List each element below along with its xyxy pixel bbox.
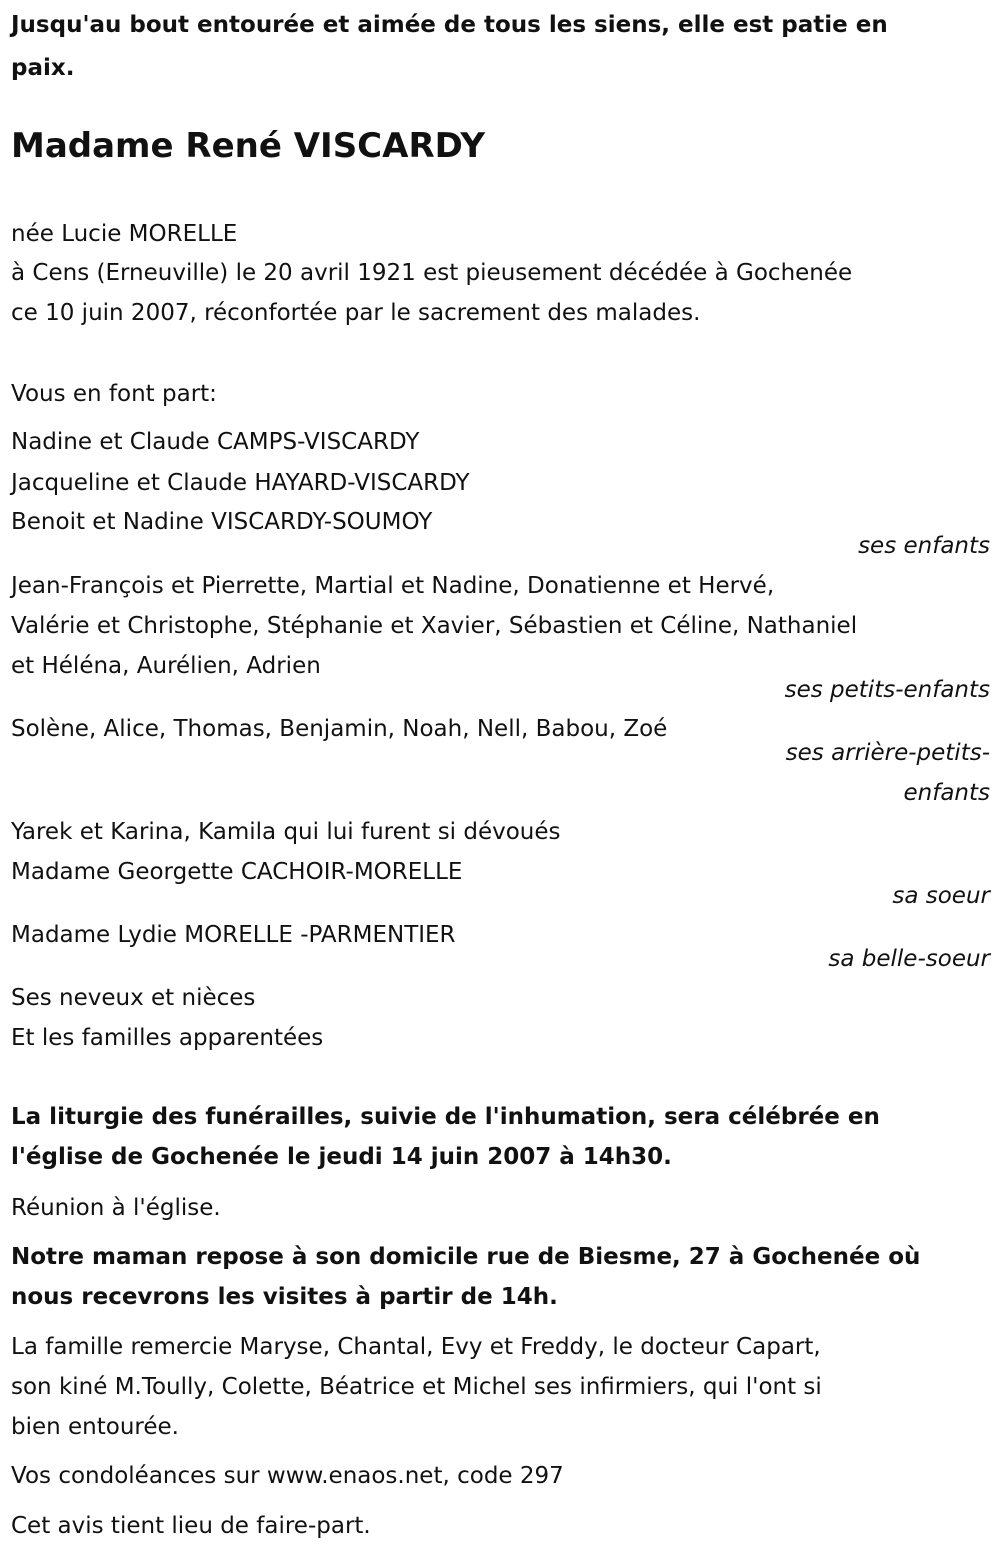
great-grandchildren-label-2: enfants bbox=[903, 780, 990, 806]
grandchildren-label: ses petits-enfants bbox=[784, 677, 990, 703]
deceased-name: Madame René VISCARDY bbox=[11, 126, 485, 166]
child: Jacqueline et Claude HAYARD-VISCARDY bbox=[11, 470, 470, 496]
announce: Vous en font part: bbox=[11, 381, 217, 407]
birth-line-2: à Cens (Erneuville) le 20 avril 1921 est pieusement décédée à Gochenée bbox=[11, 260, 853, 286]
children-label: ses enfants bbox=[858, 533, 990, 559]
thanks-line: son kiné M.Toully, Colette, Béatrice et Michel ses infirmiers, qui l'ont si bbox=[11, 1374, 822, 1400]
child: Benoit et Nadine VISCARDY-SOUMOY bbox=[11, 509, 433, 535]
great-grandchildren: Solène, Alice, Thomas, Benjamin, Noah, Nell, Babou, Zoé bbox=[11, 716, 668, 742]
devoted: Yarek et Karina, Kamila qui lui furent si dévoués bbox=[11, 819, 561, 845]
grandchildren-line: Valérie et Christophe, Stéphanie et Xavier, Sébastien et Céline, Nathaniel bbox=[11, 613, 858, 639]
birth-line-3: ce 10 juin 2007, réconfortée par le sacrement des malades. bbox=[11, 300, 701, 326]
great-grandchildren-label-1: ses arrière-petits- bbox=[785, 740, 990, 766]
rest-line-1: Notre maman repose à son domicile rue de Biesme, 27 à Gochenée où bbox=[11, 1244, 921, 1270]
funeral-line-1: La liturgie des funérailles, suivie de l'inhumation, sera célébrée en bbox=[11, 1104, 880, 1130]
thanks-line: bien entourée. bbox=[11, 1414, 179, 1440]
sister: Madame Georgette CACHOIR-MORELLE bbox=[11, 859, 463, 885]
intro-line-2: paix. bbox=[11, 55, 75, 81]
sister-in-law-label: sa belle-soeur bbox=[828, 946, 990, 972]
rest-line-2: nous recevrons les visites à partir de 14h. bbox=[11, 1284, 558, 1310]
others-line: Ses neveux et nièces bbox=[11, 985, 256, 1011]
closing: Cet avis tient lieu de faire-part. bbox=[11, 1513, 371, 1539]
grandchildren-line: Jean-François et Pierrette, Martial et Nadine, Donatienne et Hervé, bbox=[11, 573, 775, 599]
thanks-line: La famille remercie Maryse, Chantal, Evy et Freddy, le docteur Capart, bbox=[11, 1334, 821, 1360]
funeral-line-2: l'église de Gochenée le jeudi 14 juin 2007 à 14h30. bbox=[11, 1144, 672, 1170]
condolences: Vos condoléances sur www.enaos.net, code 297 bbox=[11, 1463, 564, 1489]
intro-line-1: Jusqu'au bout entourée et aimée de tous les siens, elle est patie en bbox=[11, 12, 888, 38]
grandchildren-line: et Héléna, Aurélien, Adrien bbox=[11, 653, 321, 679]
others-line: Et les familles apparentées bbox=[11, 1025, 324, 1051]
meeting: Réunion à l'église. bbox=[11, 1195, 221, 1221]
sister-label: sa soeur bbox=[892, 883, 990, 909]
birth-line-1: née Lucie MORELLE bbox=[11, 221, 238, 247]
child: Nadine et Claude CAMPS-VISCARDY bbox=[11, 429, 420, 455]
sister-in-law: Madame Lydie MORELLE -PARMENTIER bbox=[11, 922, 456, 948]
